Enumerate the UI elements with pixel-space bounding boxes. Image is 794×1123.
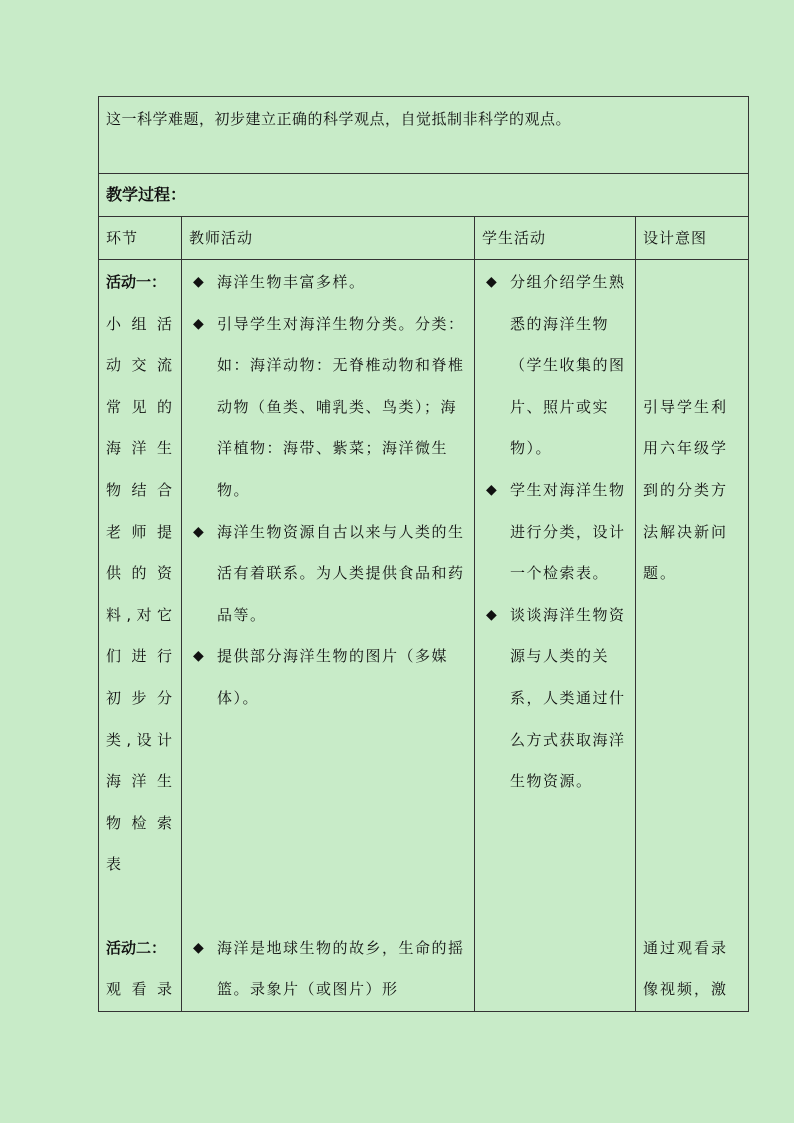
diamond-bullet-icon: ◆ <box>193 523 204 540</box>
activity1-stage-line: 们进行 <box>106 647 174 666</box>
diamond-bullet-icon: ◆ <box>193 939 204 956</box>
diamond-bullet-icon: ◆ <box>193 648 204 665</box>
activity1-student-item: ◆ 分组介绍学生熟悉的海洋生物（学生收集的图片、照片或实物）。 <box>482 262 628 470</box>
activity1-teacher-item: ◆ 引导学生对海洋生物分类。分类：如：海洋动物：无脊椎动物和脊椎动物（鱼类、哺乳类、鸟类）；海洋植物：海带、紫菜；海洋微生物。 <box>189 304 467 512</box>
activity1-student-item: ◆ 学生对海洋生物进行分类，设计一个检索表。 <box>482 470 628 595</box>
activity1-stage-line: 常见的 <box>106 397 174 416</box>
activity2-intent: 通过观看录像视频，激 <box>643 938 729 999</box>
activity2-stage-line: 观看录 <box>106 980 174 999</box>
activity2-stage-title: 活动二： <box>106 938 167 957</box>
intent-cell <box>636 260 749 1012</box>
activity1-stage-line: 料,对它 <box>106 605 174 624</box>
process-title: 教学过程： <box>99 174 749 217</box>
activity1-stage-line: 类,设计 <box>106 730 174 749</box>
header-stage: 环节 <box>99 217 182 260</box>
diamond-bullet-icon: ◆ <box>193 274 204 290</box>
activity1-teacher-list <box>189 262 467 720</box>
activity1-student-item: ◆ 谈谈海洋生物资源与人类的关系，人类通过什么方式获取海洋生物资源。 <box>482 595 628 803</box>
activity2-stage <box>106 928 174 1011</box>
intro-text: 这一科学难题，初步建立正确的科学观点，自觉抵制非科学的观点。 <box>99 97 749 174</box>
activity2-teacher-list <box>189 928 467 1011</box>
activity1-stage-line: 老师提 <box>106 522 174 541</box>
activity1-stage-line: 海洋生 <box>106 772 174 791</box>
activity1-stage-line: 初步分 <box>106 688 174 707</box>
student-cell <box>475 260 636 1012</box>
teacher-cell <box>182 260 475 1012</box>
activity1-student-list <box>482 262 628 803</box>
header-student: 学生活动 <box>475 217 636 260</box>
activity1-stage-line: 表 <box>106 855 124 874</box>
activity1-stage-line: 小组活 <box>106 314 174 333</box>
header-intent: 设计意图 <box>636 217 749 260</box>
stage-cell <box>99 260 182 1012</box>
activity1-intent: 引导学生利用六年级学到的分类方法解决新问题。 <box>643 397 729 583</box>
header-teacher: 教师活动 <box>182 217 475 260</box>
lesson-plan-table <box>98 96 748 1005</box>
diamond-bullet-icon: ◆ <box>486 481 497 498</box>
activity1-stage-line: 物结合 <box>106 480 174 499</box>
activity1-stage-line: 供的资 <box>106 564 174 583</box>
activity1-stage <box>106 262 174 886</box>
activity1-teacher-item: ◆ 提供部分海洋生物的图片（多媒体）。 <box>189 636 467 719</box>
activity1-stage-line: 海洋生 <box>106 439 174 458</box>
diamond-bullet-icon: ◆ <box>486 606 497 623</box>
activity1-teacher-item: ◆ 海洋生物丰富多样。 <box>189 262 467 304</box>
activity1-stage-title: 活动一： <box>106 273 167 291</box>
diamond-bullet-icon: ◆ <box>193 315 204 332</box>
activity1-stage-line: 动交流 <box>106 356 174 375</box>
diamond-bullet-icon: ◆ <box>486 274 497 290</box>
activity2-teacher-item: ◆ 海洋是地球生物的故乡，生命的摇篮。录象片（或图片）形 <box>189 928 467 1011</box>
activity1-stage-line: 物检索 <box>106 813 174 832</box>
activity1-teacher-item: ◆ 海洋生物资源自古以来与人类的生活有着联系。为人类提供食品和药品等。 <box>189 512 467 637</box>
